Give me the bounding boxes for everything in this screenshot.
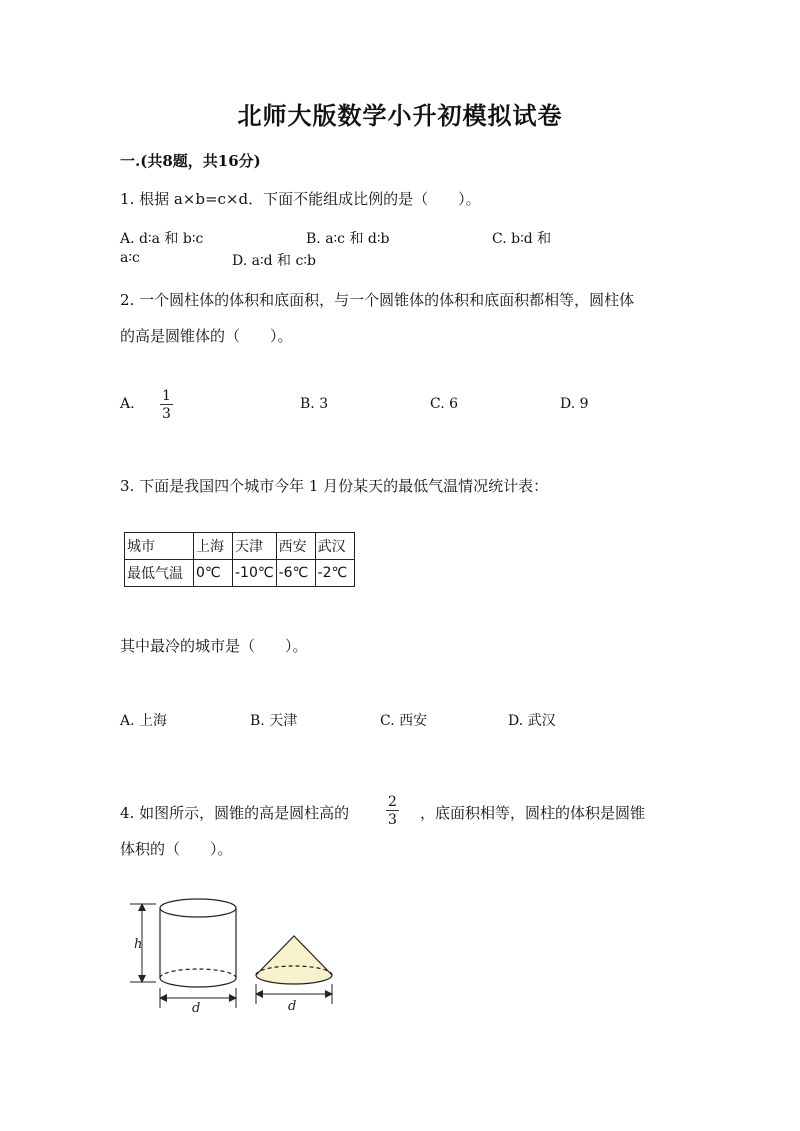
cone-diameter-label: d [288,999,297,1014]
q3-option-a: A. 上海 [120,713,168,729]
q2-option-b: B. 3 [300,396,329,412]
q2-option-a-fraction [160,389,173,421]
question-3-text: 3. 下面是我国四个城市今年 1 月份某天的最低气温情况统计表： [120,477,549,495]
q3-option-d: D. 武汉 [508,713,556,729]
cylinder-shape [160,899,236,987]
fraction-numerator: 1 [162,388,171,404]
table-cell: 0℃ [194,560,233,587]
question-2-line1: 2. 一个圆柱体的体积和底面积，与一个圆锥体的体积和底面积都相等，圆柱体 [120,291,635,309]
table-cell: -6℃ [276,560,315,587]
table-cell: -2℃ [315,560,354,587]
question-4-line2: 体积的（ ）。 [120,840,233,858]
temperature-table [124,532,355,587]
q3-option-b: B. 天津 [250,713,298,729]
fraction-denominator: 3 [388,812,397,828]
q1-option-c: C. b∶d 和 [492,231,552,247]
cylinder-diameter-label: d [192,1001,201,1016]
question-4-line1-post: ，底面积相等，圆柱的体积是圆锥 [420,804,646,822]
question-1-text: 1. 根据 a×b=c×d．下面不能组成比例的是（ ）。 [120,190,481,208]
table-cell: 天津 [233,533,277,560]
table-cell: -10℃ [233,560,277,587]
table-cell: 西安 [276,533,315,560]
fraction-numerator: 2 [388,794,397,810]
q3-option-c: C. 西安 [380,713,428,729]
section-heading: 一.(共8题，共16分) [120,152,261,170]
q1-option-a: A. d∶a 和 b∶c [120,231,204,247]
page-title: 北师大版数学小升初模拟试卷 [237,101,563,130]
cone-shape [256,936,332,984]
q1-option-d: D. a∶d 和 c∶b [232,253,316,269]
q2-option-c: C. 6 [430,396,459,412]
table-row [125,533,355,560]
table-row [125,560,355,587]
table-cell: 城市 [125,533,194,560]
question-2-line2: 的高是圆锥体的（ ）。 [120,327,293,345]
cylinder-cone-figure [120,890,350,1020]
height-label: h [134,937,143,952]
q1-option-b: B. a∶c 和 d∶b [306,231,390,247]
question-4-line1-pre: 4. 如图所示，圆锥的高是圆柱高的 [120,804,350,822]
table-cell: 武汉 [315,533,354,560]
q2-option-a-label: A. [120,396,135,412]
q2-option-d: D. 9 [560,396,589,412]
table-cell: 上海 [194,533,233,560]
q4-fraction [386,795,399,827]
fraction-denominator: 3 [162,406,171,422]
q1-option-c-cont: a∶c [120,250,140,266]
table-cell: 最低气温 [125,560,194,587]
question-3-prompt: 其中最冷的城市是（ ）。 [120,637,308,655]
